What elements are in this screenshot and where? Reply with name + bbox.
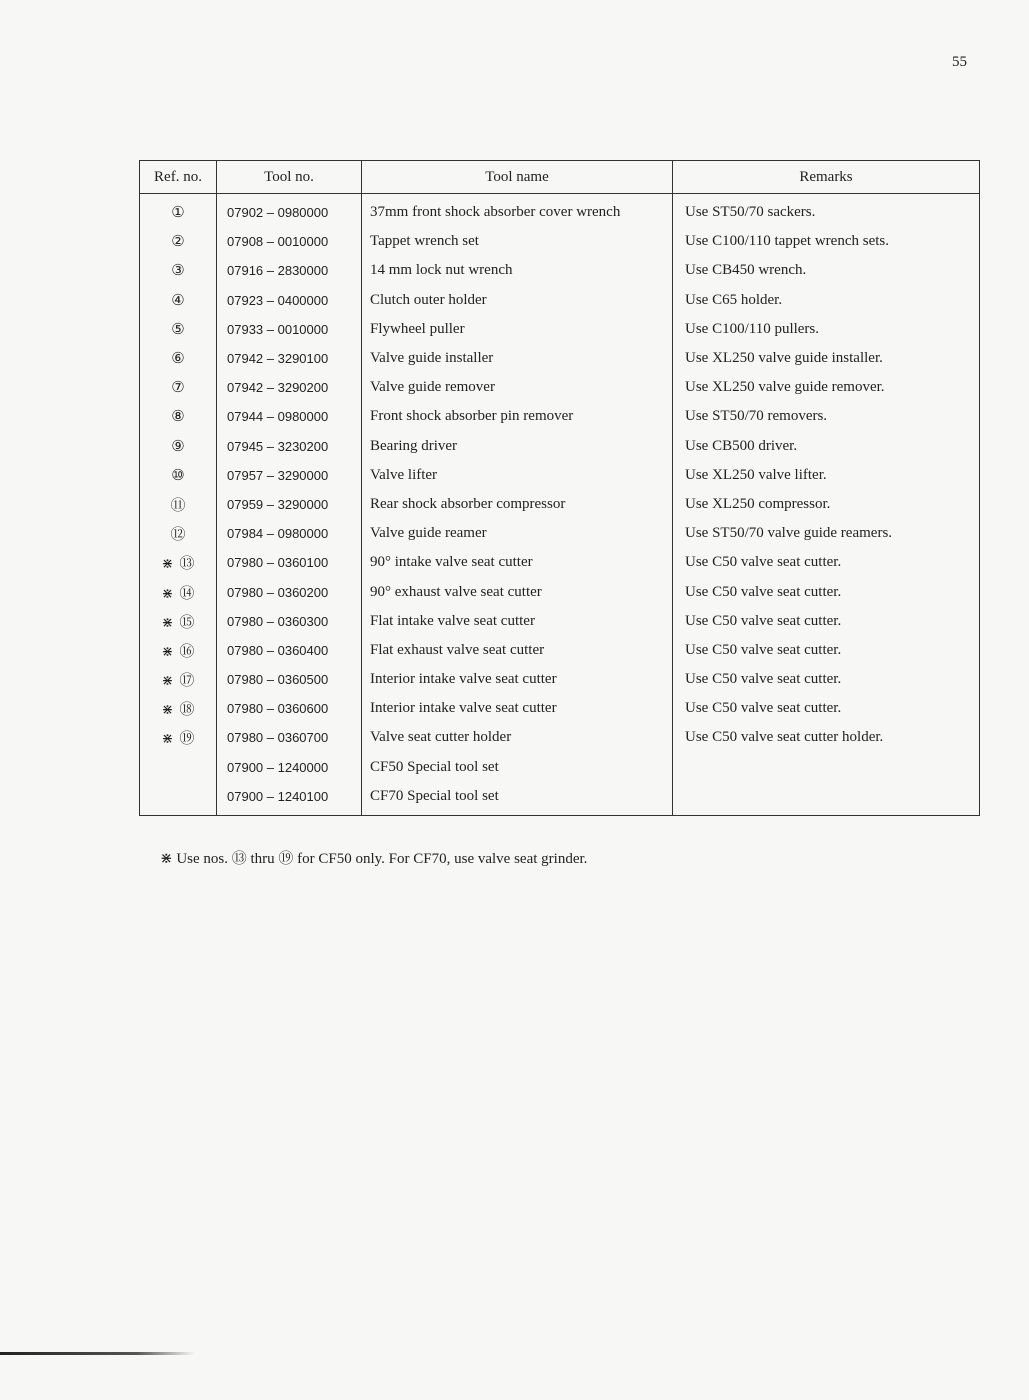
cell-tool-name: 90° exhaust valve seat cutter: [362, 577, 673, 606]
cell-tool-name: Valve guide installer: [362, 344, 673, 373]
cell-remarks: Use XL250 valve guide remover.: [673, 373, 980, 402]
cell-tool-name: Interior intake valve seat cutter: [362, 694, 673, 723]
cell-tool-name: Valve guide remover: [362, 373, 673, 402]
cf50-only-mark: ⋇: [161, 732, 174, 748]
cell-remarks: Use C50 valve seat cutter.: [673, 548, 980, 577]
cell-ref-no: [140, 194, 217, 228]
cell-ref-no: [140, 432, 217, 461]
cell-ref-no: [140, 227, 217, 256]
cell-tool-name: Valve seat cutter holder: [362, 723, 673, 752]
cell-ref-no: [140, 490, 217, 519]
ref-number: ②: [171, 234, 185, 251]
table-row: [140, 636, 980, 665]
cell-tool-name: CF50 Special tool set: [362, 753, 673, 782]
cell-remarks: Use C50 valve seat cutter.: [673, 636, 980, 665]
cell-remarks: [673, 782, 980, 816]
ref-number: ⑤: [171, 321, 185, 338]
header-tool-no: Tool no.: [217, 161, 362, 194]
ref-number: ⑭: [179, 585, 195, 602]
cf50-only-mark: ⋇: [161, 703, 174, 719]
table-row: [140, 782, 980, 816]
cell-tool-no: 07944 – 0980000: [217, 402, 362, 431]
table-row: [140, 753, 980, 782]
ref-number: ⑧: [171, 409, 185, 426]
table-header-row: [140, 161, 980, 194]
cell-ref-no: [140, 373, 217, 402]
cell-remarks: Use XL250 valve lifter.: [673, 461, 980, 490]
cell-tool-name: 14 mm lock nut wrench: [362, 256, 673, 285]
cell-tool-no: 07980 – 0360400: [217, 636, 362, 665]
cell-tool-no: 07916 – 2830000: [217, 256, 362, 285]
cell-tool-name: Flat exhaust valve seat cutter: [362, 636, 673, 665]
ref-number: ⑯: [179, 643, 195, 660]
cell-ref-no: [140, 723, 217, 752]
ref-number: ⑨: [171, 438, 185, 455]
header-ref-no: Ref. no.: [140, 161, 217, 194]
cell-ref-no: [140, 577, 217, 606]
cell-ref-no: [140, 636, 217, 665]
cell-remarks: Use C50 valve seat cutter.: [673, 577, 980, 606]
cell-tool-no: 07923 – 0400000: [217, 286, 362, 315]
cell-tool-name: Bearing driver: [362, 432, 673, 461]
cell-remarks: Use ST50/70 valve guide reamers.: [673, 519, 980, 548]
table-row: [140, 344, 980, 373]
cell-tool-no: 07900 – 1240100: [217, 782, 362, 816]
cell-remarks: Use C65 holder.: [673, 286, 980, 315]
cell-remarks: Use CB450 wrench.: [673, 256, 980, 285]
table-row: [140, 432, 980, 461]
table-row: [140, 577, 980, 606]
cell-tool-no: 07933 – 0010000: [217, 315, 362, 344]
ref-number: ③: [171, 263, 185, 280]
cell-tool-no: 07900 – 1240000: [217, 753, 362, 782]
cell-tool-name: Clutch outer holder: [362, 286, 673, 315]
cell-ref-no: [140, 694, 217, 723]
cell-tool-no: 07984 – 0980000: [217, 519, 362, 548]
table-row: [140, 607, 980, 636]
cell-tool-no: 07980 – 0360700: [217, 723, 362, 752]
table-body: [140, 194, 980, 816]
cell-remarks: Use ST50/70 sackers.: [673, 194, 980, 228]
cell-tool-no: 07945 – 3230200: [217, 432, 362, 461]
ref-number: ⑫: [170, 527, 186, 544]
table-row: [140, 315, 980, 344]
cell-tool-name: Valve lifter: [362, 461, 673, 490]
cell-remarks: Use C50 valve seat cutter.: [673, 665, 980, 694]
table-row: [140, 256, 980, 285]
cell-tool-no: 07957 – 3290000: [217, 461, 362, 490]
cell-ref-no: [140, 519, 217, 548]
ref-number: ⑥: [171, 351, 185, 368]
cell-ref-no: [140, 753, 217, 782]
cell-tool-name: CF70 Special tool set: [362, 782, 673, 816]
ref-number: ⑪: [170, 497, 186, 514]
ref-number: ⑬: [179, 556, 195, 573]
cell-remarks: Use XL250 compressor.: [673, 490, 980, 519]
cell-tool-no: 07980 – 0360300: [217, 607, 362, 636]
cell-tool-no: 07980 – 0360500: [217, 665, 362, 694]
cell-tool-no: 07959 – 3290000: [217, 490, 362, 519]
cell-tool-name: Tappet wrench set: [362, 227, 673, 256]
cell-tool-name: Flat intake valve seat cutter: [362, 607, 673, 636]
page-number: 55: [952, 54, 967, 70]
table-row: [140, 227, 980, 256]
cell-tool-no: 07980 – 0360600: [217, 694, 362, 723]
ref-number: ⑮: [179, 614, 195, 631]
cell-ref-no: [140, 461, 217, 490]
header-tool-name: Tool name: [362, 161, 673, 194]
table-row: [140, 694, 980, 723]
ref-number: ⑦: [171, 380, 185, 397]
table-row: [140, 519, 980, 548]
table-row: [140, 461, 980, 490]
ref-number: ④: [171, 292, 185, 309]
cf50-only-mark: ⋇: [161, 586, 174, 602]
cell-remarks: [673, 753, 980, 782]
footnote: ⋇ Use nos. ⑬ thru ⑲ for CF50 only. For CF70, use valve seat grinder.: [160, 851, 588, 867]
cf50-only-mark: ⋇: [161, 615, 174, 631]
table-row: [140, 665, 980, 694]
cell-remarks: Use C50 valve seat cutter.: [673, 607, 980, 636]
cell-tool-no: 07942 – 3290100: [217, 344, 362, 373]
cell-remarks: Use C100/110 tappet wrench sets.: [673, 227, 980, 256]
cell-tool-no: 07980 – 0360200: [217, 577, 362, 606]
cf50-only-mark: ⋇: [161, 674, 174, 690]
cell-ref-no: [140, 315, 217, 344]
ref-number: ⑱: [179, 702, 195, 719]
cell-tool-no: 07902 – 0980000: [217, 194, 362, 228]
cell-tool-name: 37mm front shock absorber cover wrench: [362, 194, 673, 228]
ref-number: ⑲: [179, 731, 195, 748]
cell-tool-no: 07980 – 0360100: [217, 548, 362, 577]
ref-number: ⑰: [179, 673, 195, 690]
cell-remarks: Use ST50/70 removers.: [673, 402, 980, 431]
table-row: [140, 373, 980, 402]
cell-ref-no: [140, 286, 217, 315]
cell-remarks: Use C50 valve seat cutter holder.: [673, 723, 980, 752]
cell-remarks: Use C50 valve seat cutter.: [673, 694, 980, 723]
ref-number: ⑩: [171, 467, 185, 484]
table-row: [140, 490, 980, 519]
ref-number: ①: [171, 205, 185, 222]
cell-tool-name: Rear shock absorber compressor: [362, 490, 673, 519]
cell-remarks: Use CB500 driver.: [673, 432, 980, 461]
cell-ref-no: [140, 256, 217, 285]
cell-ref-no: [140, 402, 217, 431]
cell-ref-no: [140, 665, 217, 694]
scan-edge-mark: [0, 1352, 195, 1355]
cell-remarks: Use XL250 valve guide installer.: [673, 344, 980, 373]
cf50-only-mark: ⋇: [161, 644, 174, 660]
cell-tool-name: Flywheel puller: [362, 315, 673, 344]
table-row: [140, 723, 980, 752]
cf50-only-mark: ⋇: [161, 557, 174, 573]
cell-tool-no: 07942 – 3290200: [217, 373, 362, 402]
header-remarks: Remarks: [673, 161, 980, 194]
table-row: [140, 548, 980, 577]
cell-tool-name: Interior intake valve seat cutter: [362, 665, 673, 694]
table-row: [140, 286, 980, 315]
cell-ref-no: [140, 782, 217, 816]
cell-tool-name: Valve guide reamer: [362, 519, 673, 548]
cell-ref-no: [140, 548, 217, 577]
cell-ref-no: [140, 607, 217, 636]
cell-tool-name: 90° intake valve seat cutter: [362, 548, 673, 577]
cell-tool-no: 07908 – 0010000: [217, 227, 362, 256]
cell-ref-no: [140, 344, 217, 373]
table-row: [140, 402, 980, 431]
table-row: [140, 194, 980, 228]
cell-tool-name: Front shock absorber pin remover: [362, 402, 673, 431]
special-tools-table: [139, 160, 980, 816]
cell-remarks: Use C100/110 pullers.: [673, 315, 980, 344]
